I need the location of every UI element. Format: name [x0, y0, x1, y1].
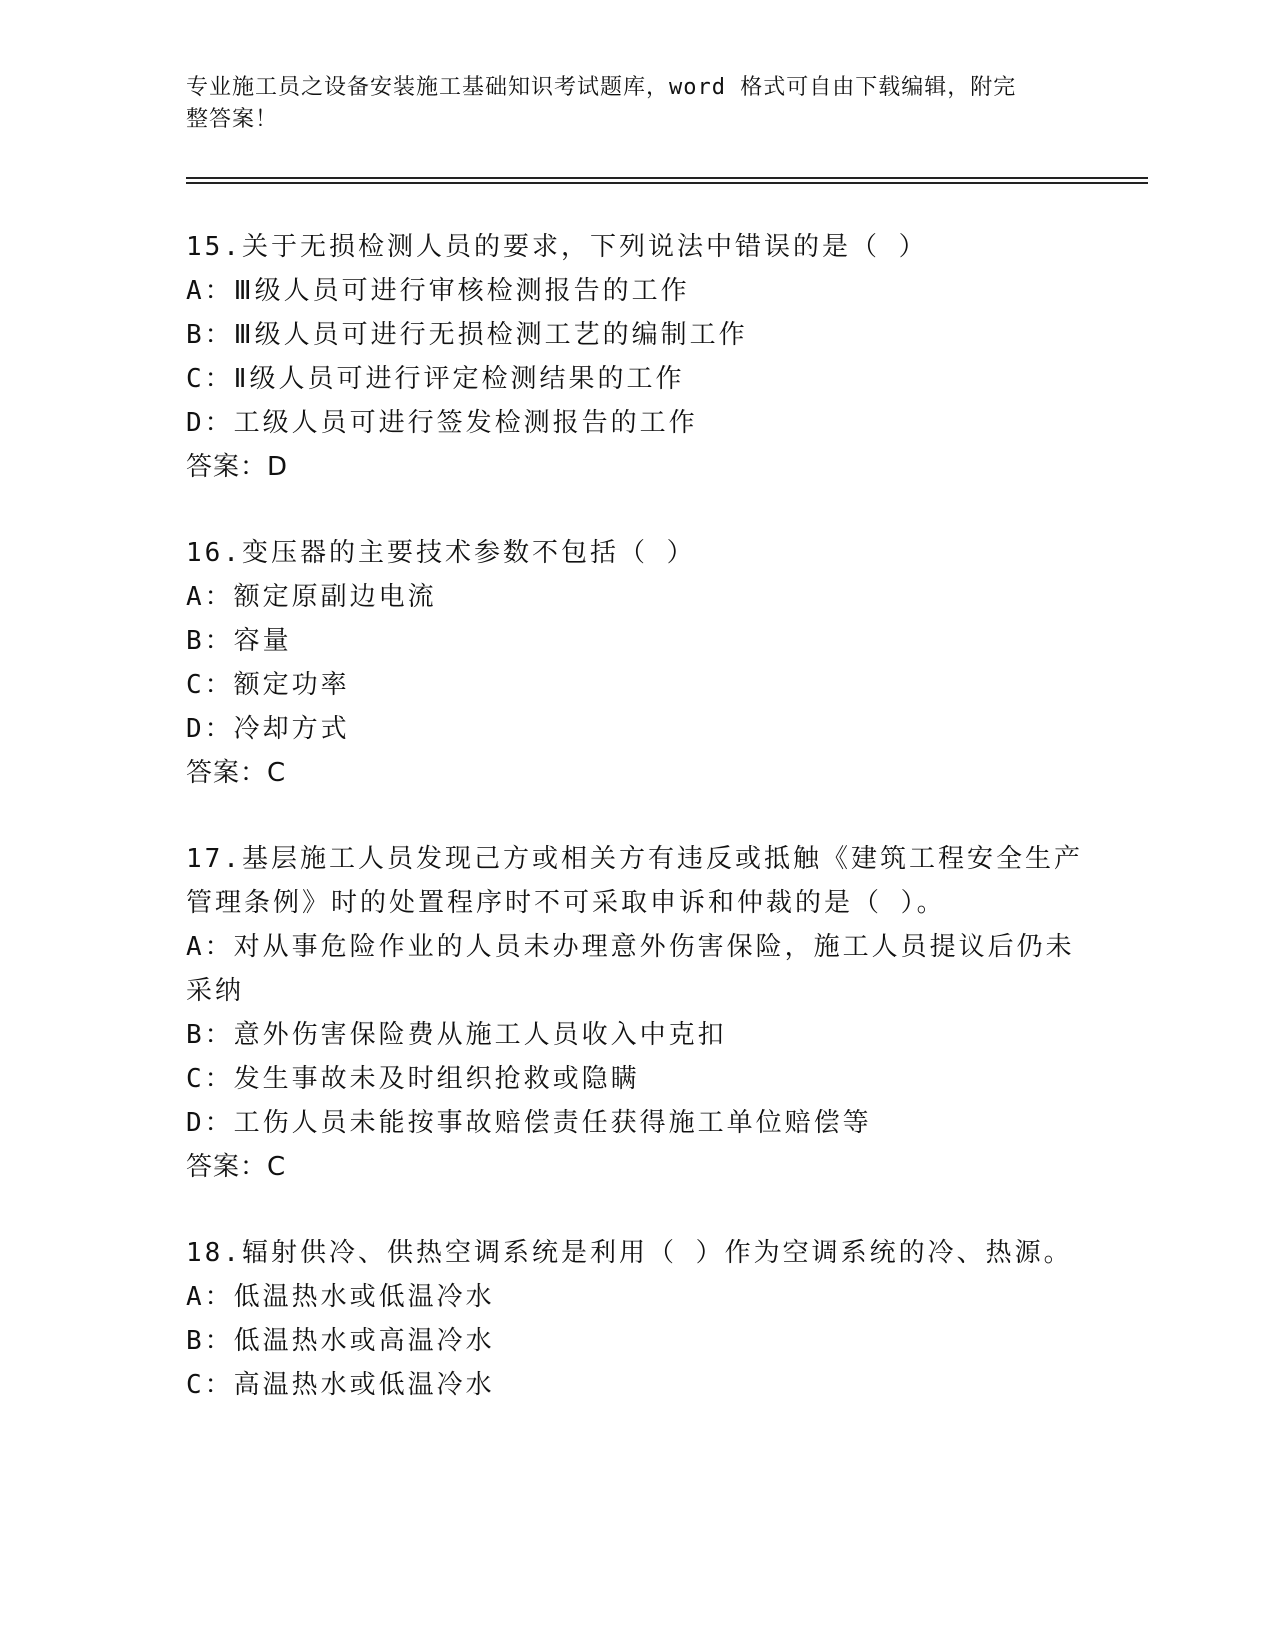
question-16-option-c: C：额定功率	[186, 670, 350, 700]
question-15-stem: 15.关于无损检测人员的要求，下列说法中错误的是（ ）	[186, 232, 928, 262]
question-15-answer: 答案：D	[186, 452, 289, 482]
question-16-stem: 16.变压器的主要技术参数不包括（ ）	[186, 538, 696, 568]
header-rule-bottom	[186, 182, 1148, 184]
question-16-option-d: D：冷却方式	[186, 714, 350, 744]
question-18-option-c: C：高温热水或低温冷水	[186, 1370, 495, 1400]
document-header	[186, 72, 1066, 136]
question-17-option-d: D：工伤人员未能按事故赔偿责任获得施工单位赔偿等	[186, 1108, 872, 1138]
question-17-stem-line-1: 17.基层施工人员发现己方或相关方有违反或抵触《建筑工程安全生产	[186, 844, 1083, 874]
header-rule-top	[186, 177, 1148, 179]
question-17-option-a-line-1: A：对从事危险作业的人员未办理意外伤害保险，施工人员提议后仍未	[186, 932, 1075, 962]
question-17-option-a-line-2: 采纳	[186, 976, 245, 1006]
header-line-2: 整答案！	[186, 107, 279, 132]
question-15-option-c: C：Ⅱ级人员可进行评定检测结果的工作	[186, 364, 685, 394]
question-17-option-b: B：意外伤害保险费从施工人员收入中克扣	[186, 1020, 727, 1050]
question-15-option-b: B：Ⅲ级人员可进行无损检测工艺的编制工作	[186, 320, 748, 350]
header-line-1: 专业施工员之设备安装施工基础知识考试题库，word 格式可自由下载编辑，附完	[186, 75, 1017, 100]
question-17-answer: 答案：C	[186, 1152, 287, 1182]
question-17-stem-line-2: 管理条例》时的处置程序时不可采取申诉和仲裁的是（ ）。	[186, 888, 946, 918]
question-15-option-d: D：工级人员可进行签发检测报告的工作	[186, 408, 698, 438]
question-15-option-a: A：Ⅲ级人员可进行审核检测报告的工作	[186, 276, 690, 306]
question-16-answer: 答案：C	[186, 758, 287, 788]
question-16-option-b: B：容量	[186, 626, 292, 656]
question-18-option-b: B：低温热水或高温冷水	[186, 1326, 495, 1356]
question-18-stem: 18.辐射供冷、供热空调系统是利用（ ）作为空调系统的冷、热源。	[186, 1238, 1073, 1268]
question-18-option-a: A：低温热水或低温冷水	[186, 1282, 495, 1312]
question-17-option-c: C：发生事故未及时组织抢救或隐瞒	[186, 1064, 640, 1094]
question-16-option-a: A：额定原副边电流	[186, 582, 437, 612]
